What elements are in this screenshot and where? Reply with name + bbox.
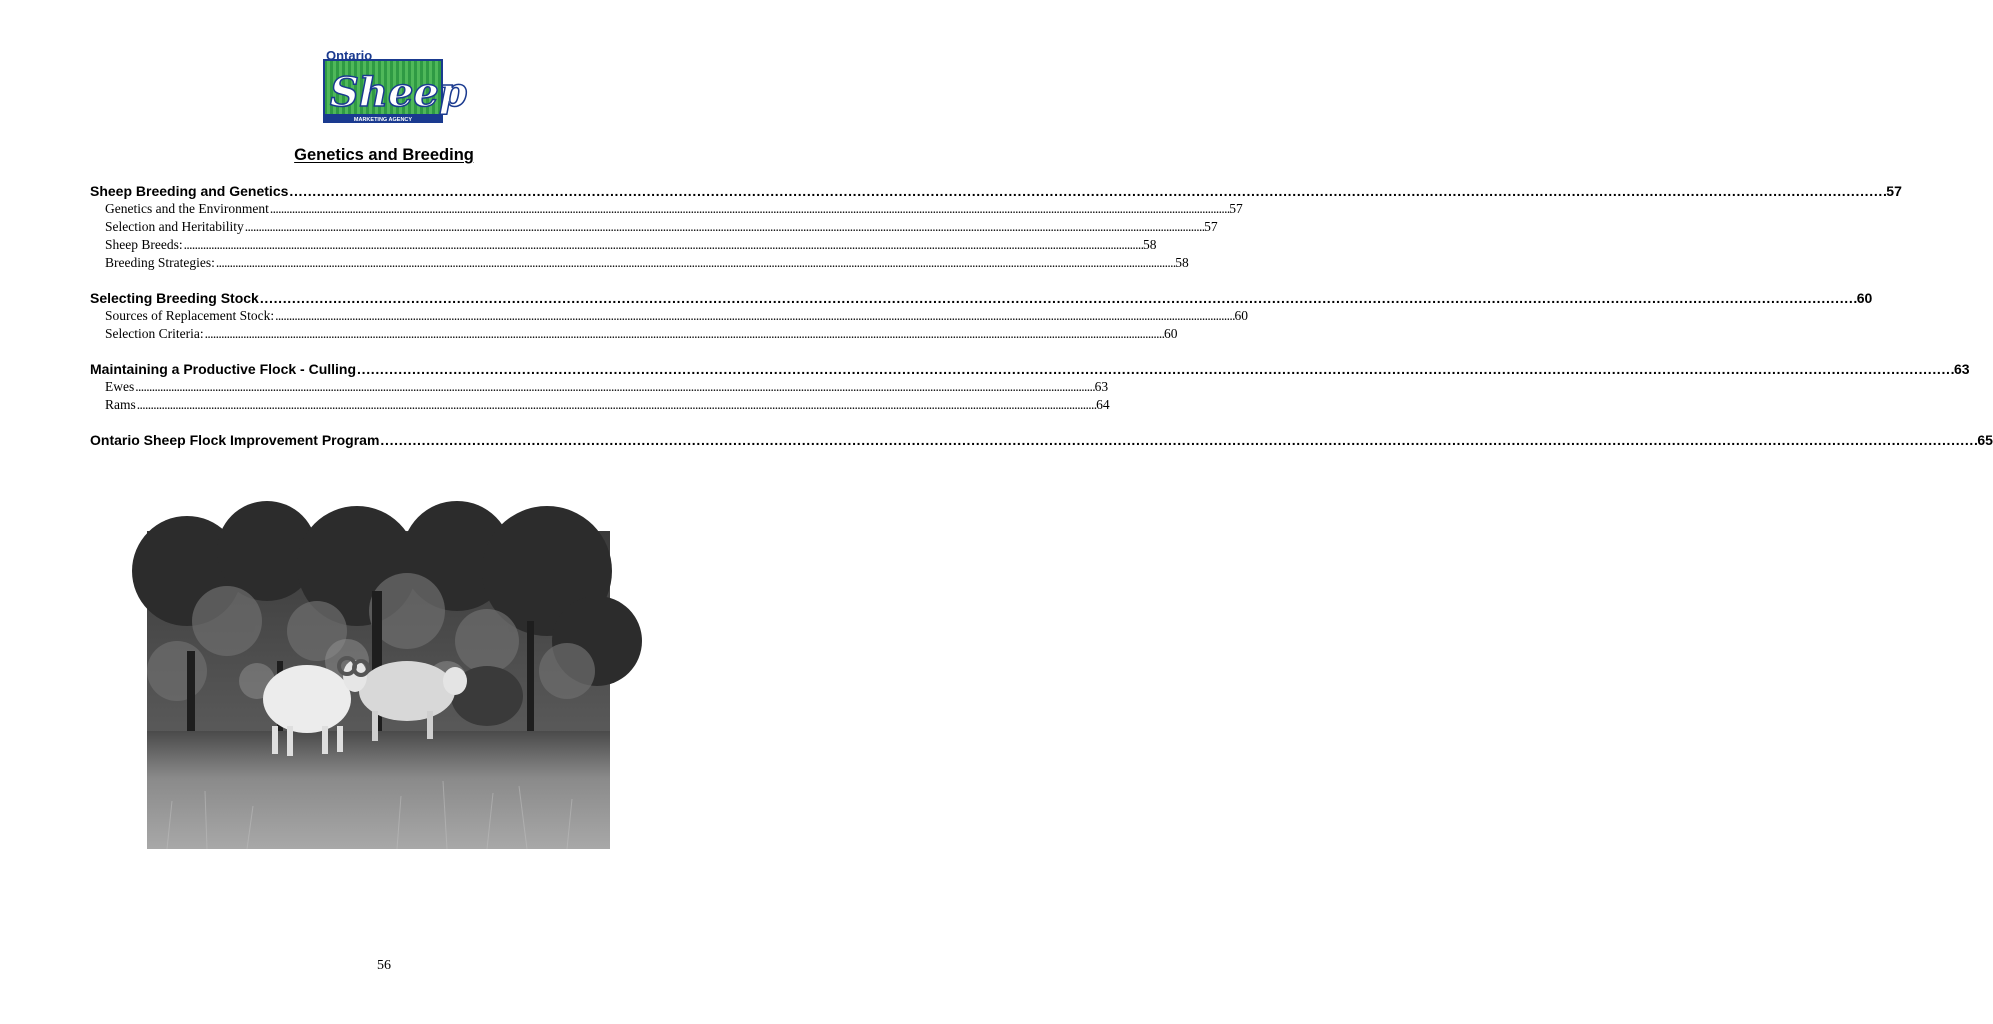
toc-leader-dots bbox=[289, 183, 1885, 199]
toc-leader-dots bbox=[380, 432, 1976, 448]
toc-page-number: 65 bbox=[1977, 432, 1993, 448]
toc-leader-dots bbox=[205, 326, 1163, 342]
toc-main-entry[interactable] bbox=[90, 432, 1993, 450]
toc-sub-entry[interactable] bbox=[90, 201, 1243, 219]
toc-section bbox=[90, 432, 1993, 450]
toc-entry-label: Ontario Sheep Flock Improvement Program bbox=[90, 432, 380, 448]
sheep-photo bbox=[147, 531, 610, 849]
toc-main-entry[interactable] bbox=[90, 361, 1970, 379]
toc-page-number: 57 bbox=[1229, 201, 1243, 216]
page-number: 56 bbox=[377, 958, 391, 973]
toc-leader-dots bbox=[270, 201, 1228, 217]
toc-leader-dots bbox=[184, 237, 1142, 253]
document-title: Genetics and Breeding bbox=[294, 146, 474, 164]
toc-leader-dots bbox=[135, 379, 1093, 395]
toc-page-number: 60 bbox=[1856, 290, 1873, 306]
toc-leader-dots bbox=[275, 308, 1233, 324]
toc-leader-dots bbox=[216, 255, 1174, 271]
toc-main-entry[interactable] bbox=[90, 290, 1873, 308]
toc-leader-dots bbox=[245, 219, 1203, 235]
svg-text:Ontario: Ontario bbox=[326, 48, 373, 63]
toc-entry-label: Ewes bbox=[105, 379, 135, 394]
toc-entry-label: Rams bbox=[105, 397, 136, 412]
toc-leader-dots bbox=[357, 361, 1953, 377]
toc-leader-dots bbox=[260, 290, 1856, 306]
toc-page-number: 63 bbox=[1953, 361, 1970, 377]
toc-page-number: 58 bbox=[1142, 237, 1157, 252]
toc-entry-label: Selection Criteria: bbox=[105, 326, 204, 341]
toc-page-number: 60 bbox=[1163, 326, 1178, 341]
toc-sub-entry[interactable] bbox=[90, 255, 1189, 273]
toc-entry-label: Sheep Breeding and Genetics bbox=[90, 183, 289, 199]
toc-page-number: 64 bbox=[1096, 397, 1110, 412]
toc-sub-entry[interactable] bbox=[90, 397, 1110, 415]
svg-text:MARKETING AGENCY: MARKETING AGENCY bbox=[353, 117, 413, 123]
toc-section bbox=[90, 290, 1873, 344]
toc-page-number: 58 bbox=[1175, 255, 1189, 270]
table-of-contents bbox=[90, 183, 1993, 467]
toc-main-entry[interactable] bbox=[90, 183, 1902, 201]
toc-entry-label: Selection and Heritability bbox=[105, 219, 244, 234]
toc-section bbox=[90, 183, 1902, 273]
toc-entry-label: Sources of Replacement Stock: bbox=[105, 308, 275, 323]
toc-sub-entry[interactable] bbox=[90, 237, 1157, 255]
toc-sub-entry[interactable] bbox=[90, 219, 1218, 237]
toc-entry-label: Maintaining a Productive Flock - Culling bbox=[90, 361, 357, 377]
toc-sub-entry[interactable] bbox=[90, 326, 1178, 344]
toc-entry-label: Sheep Breeds: bbox=[105, 237, 183, 252]
toc-sub-entry[interactable] bbox=[90, 308, 1248, 326]
toc-sub-entry[interactable] bbox=[90, 379, 1109, 397]
toc-page-number: 60 bbox=[1234, 308, 1248, 323]
toc-page-number: 57 bbox=[1204, 219, 1218, 234]
ontario-sheep-logo bbox=[324, 48, 467, 126]
toc-page-number: 63 bbox=[1094, 379, 1109, 394]
toc-leader-dots bbox=[137, 397, 1095, 413]
toc-entry-label: Genetics and the Environment bbox=[105, 201, 269, 216]
toc-page-number: 57 bbox=[1886, 183, 1902, 199]
toc-section bbox=[90, 361, 1970, 415]
toc-entry-label: Selecting Breeding Stock bbox=[90, 290, 259, 306]
svg-text:Sheep: Sheep bbox=[330, 69, 467, 116]
toc-entry-label: Breeding Strategies: bbox=[105, 255, 215, 270]
